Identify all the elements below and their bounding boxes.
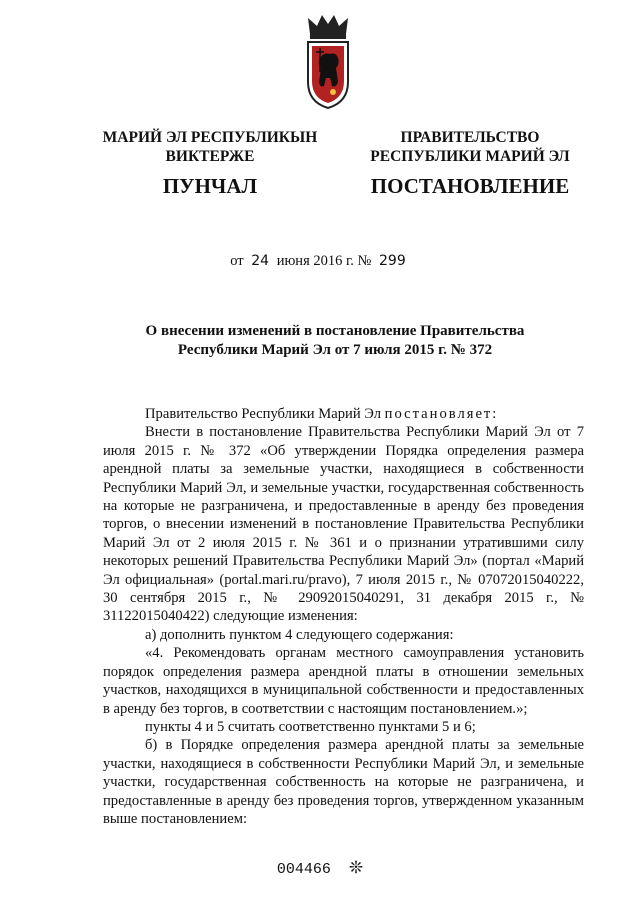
header-right-line1: ПРАВИТЕЛЬСТВО	[400, 129, 540, 146]
body-paragraph-3: «4. Рекомендовать органам местного самоуправления установить порядок определения размера арендной платы в отношении земельных участков, находящихся в муниципальной собственности и предоставленных в аренду без торгов, в соответствии с настоящим постановлением.»;	[103, 645, 584, 717]
body-paragraph-1: Внести в постановление Правительства Республики Марий Эл от 7 июля 2015 г. № 372 «Об утверждении Порядка определения размера арендной платы за земельные участки, находящиеся в собственности Республики Марий Эл, и земельные участки, государственная собственность на которые не разграничена, и предоставленные в аренду без проведения торгов, о внесении изменений в постановление Правительства Республики Марий Эл от 2 июля 2015 г. № 361 и о признании утратившими силу некоторых решений Правительства Республики Марий Эл» (портал «Марий Эл официальная» (portal.mari.ru/pravo), 7 июля 2015 г., № 07072015040222, 30 сентября 2015 г., № 29092015040291, 31 декабря 2015 г., № 31122015040422) следующие изменения:	[103, 424, 584, 625]
header-right	[330, 128, 610, 166]
doc-kind-right: ПОСТАНОВЛЕНИЕ	[370, 174, 570, 198]
date-month-year: июня 2016 г. №	[276, 253, 372, 269]
preamble-text: Правительство Республики Марий Эл	[145, 406, 385, 422]
doc-kind-left: ПУНЧАЛ	[162, 174, 258, 198]
body-paragraph-4: пункты 4 и 5 считать соответственно пунктами 5 и 6;	[145, 718, 476, 735]
date-line	[0, 253, 640, 270]
body-paragraph-preamble	[103, 405, 584, 423]
title-line1: О внесении изменений в постановление Правительства	[145, 323, 525, 339]
preamble-decree-word: постановляет:	[384, 406, 499, 422]
serial-number: 004466	[276, 861, 331, 878]
footer-serial	[0, 858, 640, 878]
date-prefix: от	[230, 253, 244, 269]
date-day: 24	[251, 253, 270, 269]
header-left	[70, 128, 350, 166]
body-paragraph-5: б) в Порядке определения размера арендной платы за земельные участки, находящиеся в собственности Республики Марий Эл, и земельные участки, государственная собственность на которые не разграничена, и предоставленные в аренду без проведения торгов, утвержденном указанным выше постановлением:	[103, 737, 584, 827]
coat-of-arms-emblem	[302, 12, 354, 110]
header-left-line2: ВИКТЕРЖЕ	[165, 148, 255, 165]
header-left-line1: МАРИЙ ЭЛ РЕСПУБЛИКЫН	[102, 129, 318, 146]
asterisk-mark-icon: ❊	[348, 858, 364, 878]
document-body	[103, 405, 584, 828]
body-paragraph-2: а) дополнить пунктом 4 следующего содержания:	[145, 626, 454, 643]
document-number: 299	[379, 253, 406, 269]
title-line2: Республики Марий Эл от 7 июля 2015 г. № 372	[177, 342, 493, 358]
header-right-line2: РЕСПУБЛИКИ МАРИЙ ЭЛ	[370, 148, 570, 165]
document-title	[70, 322, 600, 360]
